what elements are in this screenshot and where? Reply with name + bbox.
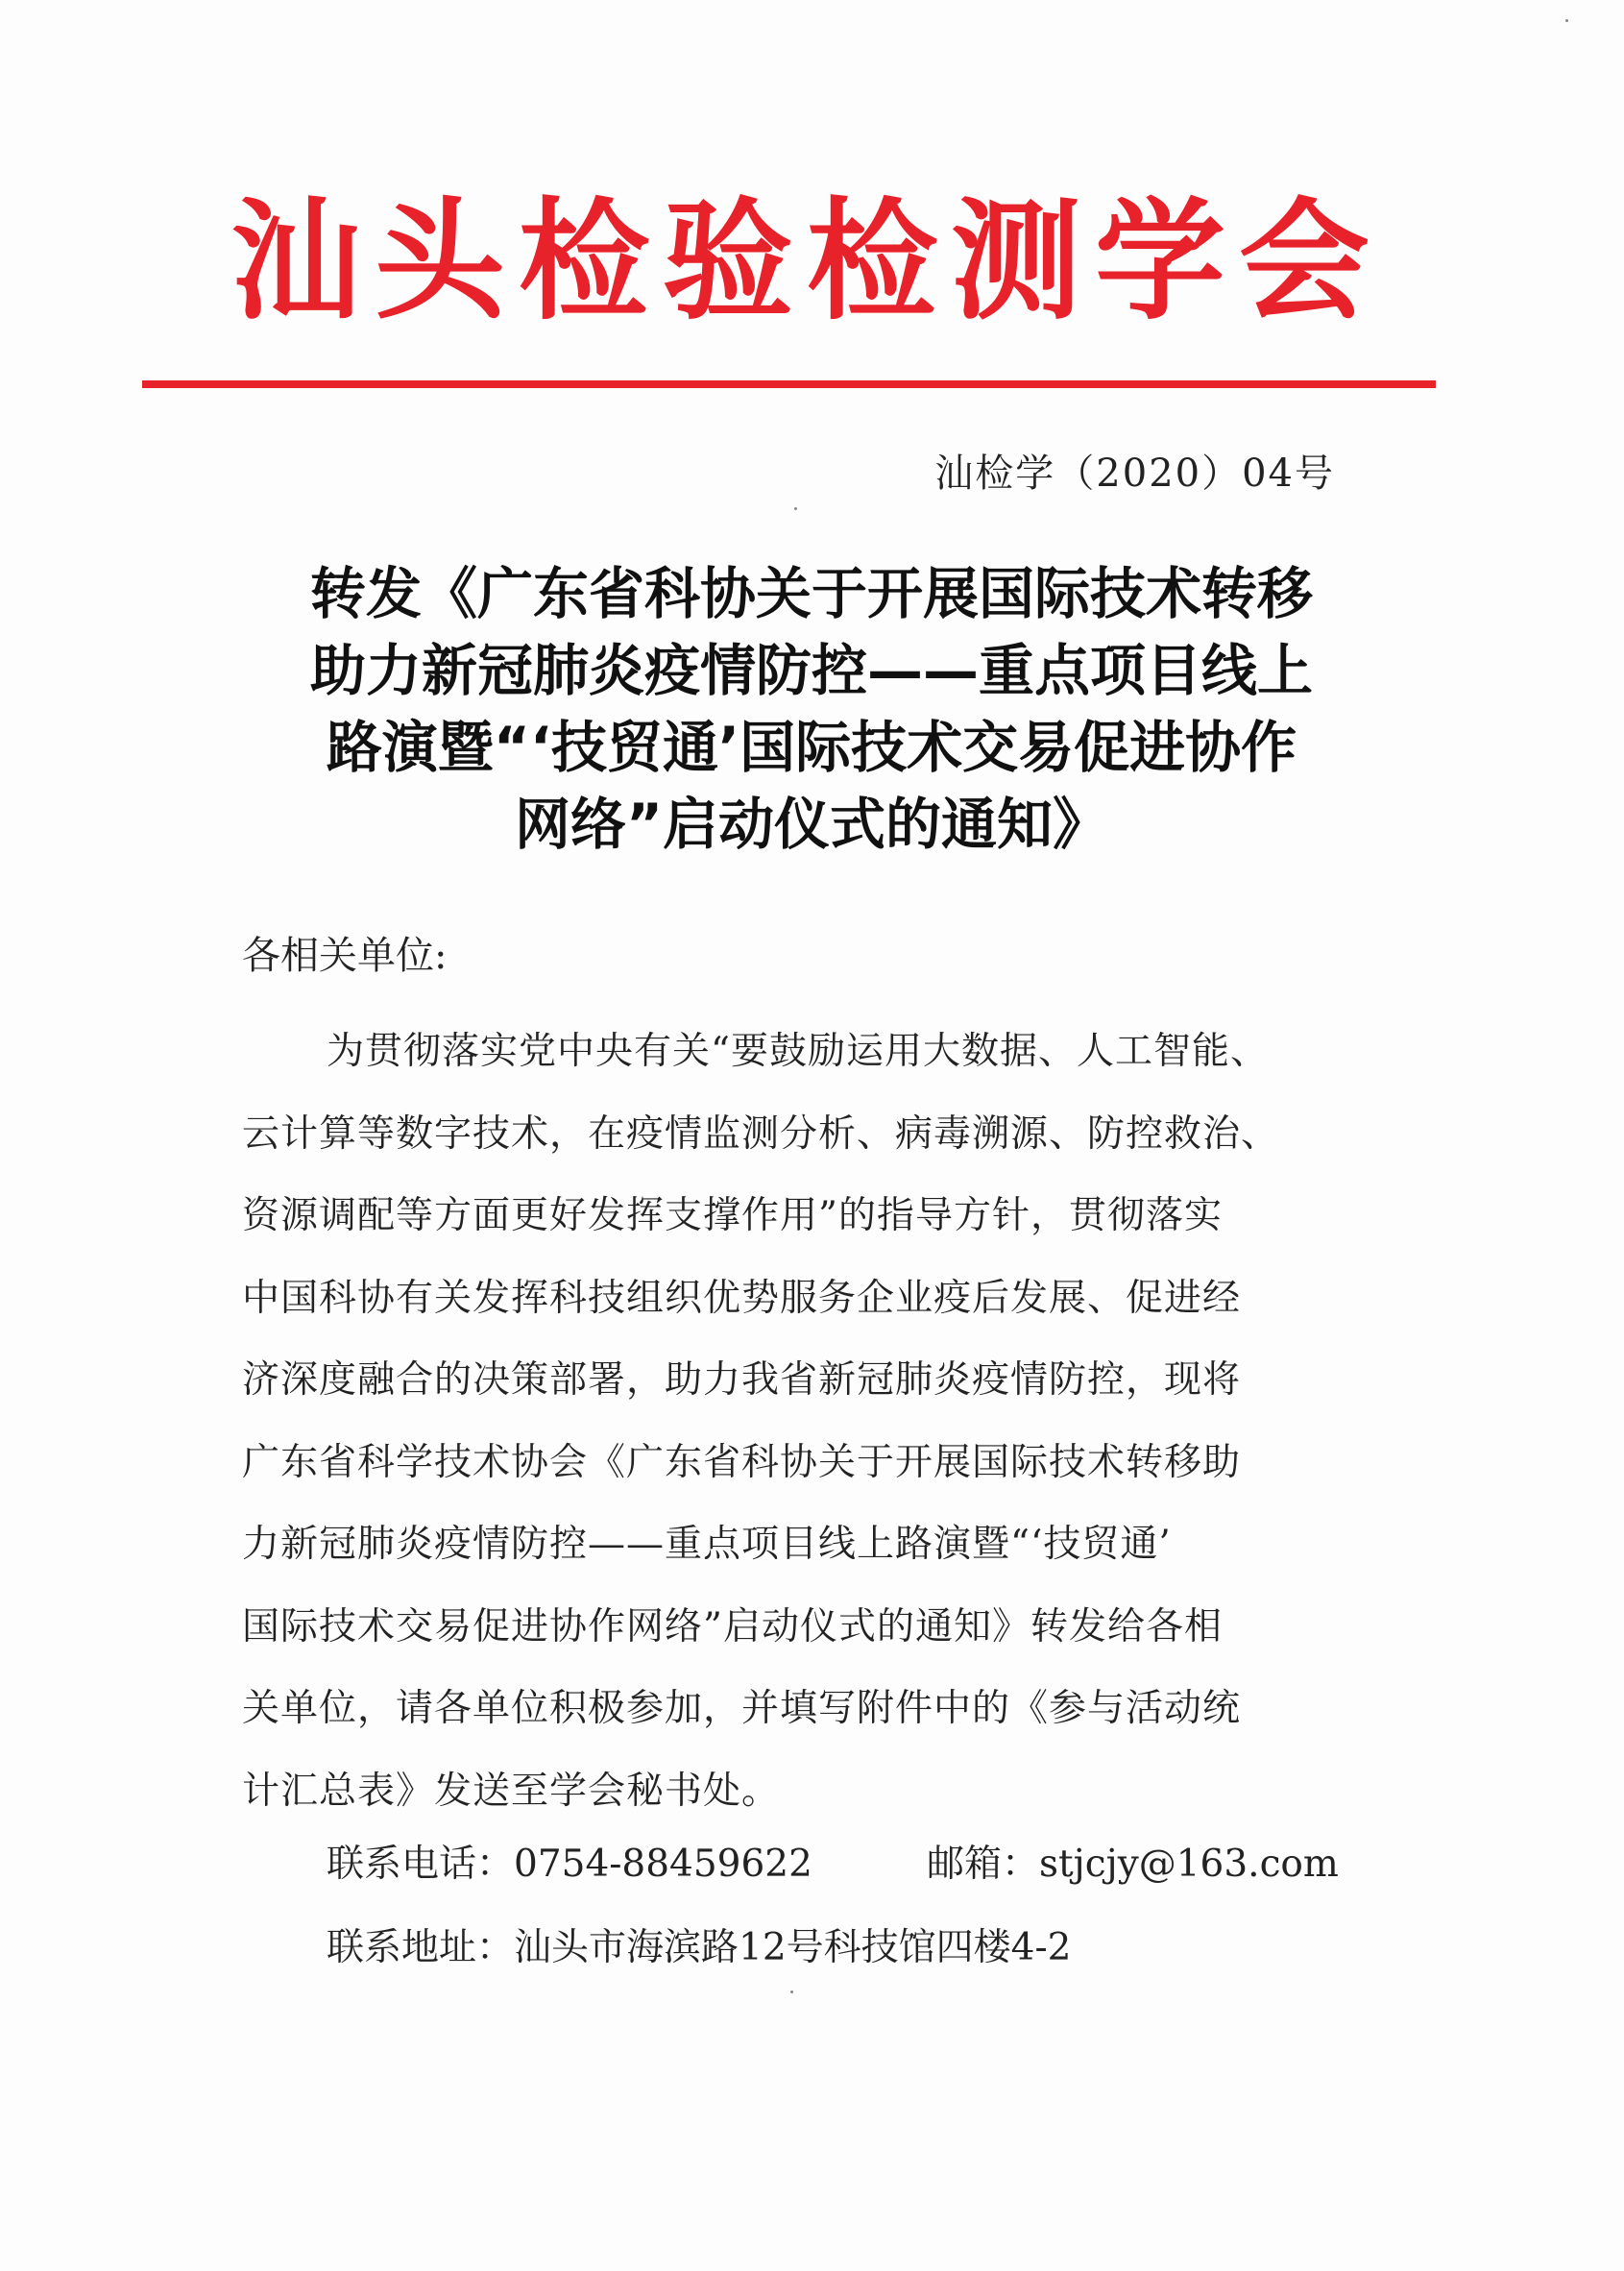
contact-phone: 联系电话：0754-88459622: [327, 1843, 812, 1886]
body-line: 资源调配等方面更好发挥支撑作用”的指导方针，贯彻落实: [242, 1194, 1223, 1237]
body-line: 广东省科学技术协会《广东省科协关于开展国际技术转移助: [242, 1440, 1242, 1484]
body-line: 国际技术交易促进协作网络”启动仪式的通知》转发给各相: [242, 1604, 1223, 1648]
document-number: 汕检学（2020）04号: [934, 452, 1335, 496]
title-line: 助力新冠肺炎疫情防控——重点项目线上: [309, 638, 1313, 703]
notice-title: [240, 555, 1383, 863]
body-line: 云计算等数字技术，在疫情监测分析、病毒溯源、防控救治、: [242, 1111, 1280, 1156]
body-line: 济深度融合的决策部署，助力我省新冠肺炎疫情防控，现将: [242, 1358, 1242, 1402]
body-line: 计汇总表》发送至学会秘书处。: [242, 1769, 781, 1813]
scan-speck: [1565, 19, 1568, 22]
body-line: 力新冠肺炎疫情防控——重点项目线上路演暨“‘技贸通’: [242, 1523, 1172, 1566]
contact-email: 邮箱：stjcjy@163.com: [927, 1843, 1339, 1886]
title-line: 网络”启动仪式的通知》: [514, 792, 1109, 857]
title-line: 转发《广东省科协关于开展国际技术转移: [309, 561, 1313, 626]
org-letterhead-title: 汕头检验检测学会: [230, 184, 1383, 338]
body-line: 关单位，请各单位积极参加，并填写附件中的《参与活动统: [242, 1687, 1242, 1730]
body-line: 为贯彻落实党中央有关“要鼓励运用大数据、人工智能、: [327, 1030, 1269, 1073]
salutation: 各相关单位:: [242, 934, 448, 978]
scan-speck: [790, 1990, 793, 1993]
letterhead-red-rule: [142, 380, 1436, 388]
body-line: 中国科协有关发挥科技组织优势服务企业疫后发展、促进经: [242, 1276, 1242, 1320]
contact-address: 联系地址：汕头市海滨路12号科技馆四楼4-2: [327, 1926, 1072, 1969]
body-paragraph: [242, 1011, 1346, 1832]
title-line: 路演暨“‘技贸通’国际技术交易促进协作: [326, 715, 1297, 780]
scan-speck: [794, 507, 797, 510]
